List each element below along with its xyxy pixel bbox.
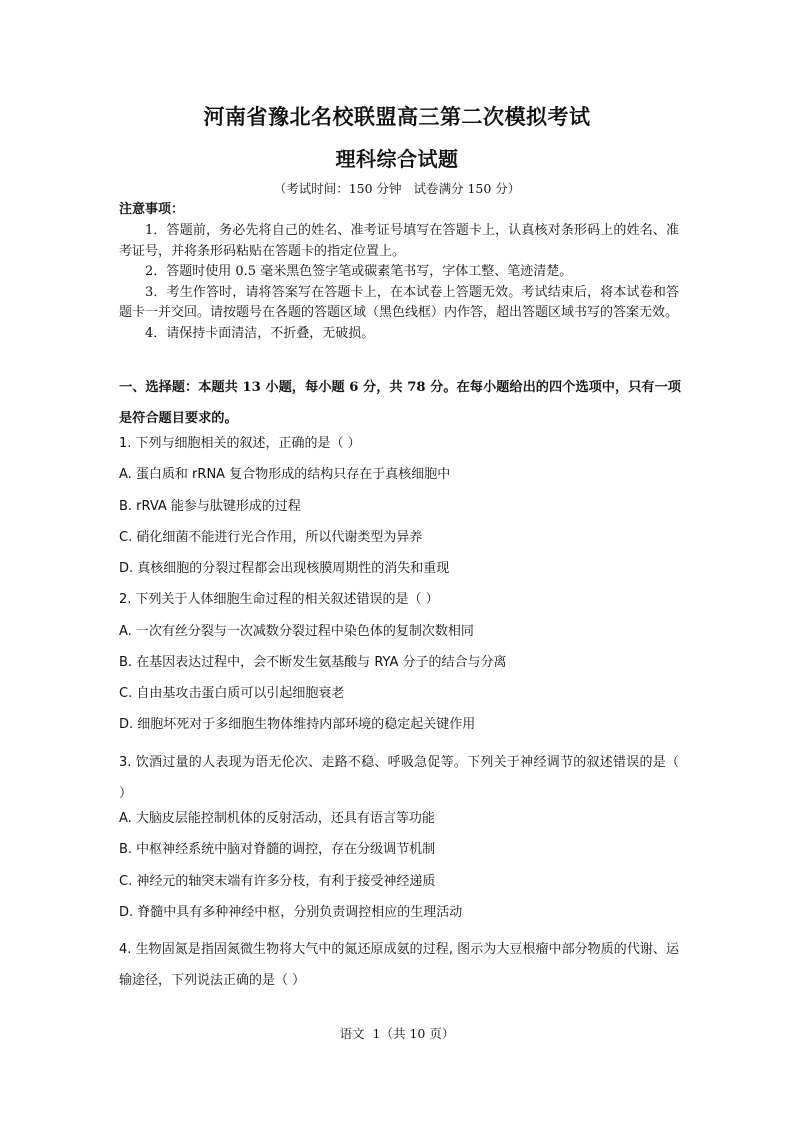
page-footer: 语文 1（共 10 页） xyxy=(339,1026,455,1041)
answer-option: B. rRVA 能参与肽键形成的过程 xyxy=(119,498,301,514)
answer-option: D. 脊髓中具有多种神经中枢，分别负责调控相应的生理活动 xyxy=(119,904,463,920)
answer-option: A. 大脑皮层能控制机体的反射活动，还具有语言等功能 xyxy=(119,811,435,826)
exam-info: （考试时间：150 分钟 试卷满分 150 分） xyxy=(273,181,521,196)
question-stem: 3. 饮酒过量的人表现为语无伦次、走路不稳、呼吸急促等。下列关于神经调节的叙述错误的是（ ） xyxy=(119,754,679,801)
answer-option: C. 神经元的轴突末端有许多分枝，有利于接受神经递质 xyxy=(119,873,436,889)
notes-list xyxy=(119,221,679,344)
section-heading: 一、选择题：本题共 13 小题，每小题 6 分，共 78 分。在每小题给出的四个选项中，只有一项是符合题目要求的。 xyxy=(119,380,681,426)
answer-option: D. 细胞坏死对于多细胞生物体维持内部环境的稳定起关键作用 xyxy=(119,717,476,733)
answer-option: C. 自由基攻击蛋白质可以引起细胞衰老 xyxy=(119,686,345,701)
answer-option: A. 一次有丝分裂与一次减数分裂过程中染色体的复制次数相同 xyxy=(119,623,474,639)
question-stem: 1. 下列与细胞相关的叙述，正确的是（ ） xyxy=(119,436,361,451)
note-item: 2．答题时使用 0.5 毫米黑色签字笔或碳素笔书写，字体工整、笔迹清楚。 xyxy=(145,264,573,279)
page-title: 河南省豫北名校联盟高三第二次模拟考试 xyxy=(203,104,591,129)
question-stem: 4. 生物固氮是指固氮微生物将大气中的氮还原成氨的过程, 图示为大豆根瘤中部分物质的代谢、运输途径，下列说法正确的是（ ） xyxy=(119,942,679,989)
answer-option: A. 蛋白质和 rRNA 复合物形成的结构只存在于真核细胞中 xyxy=(119,467,451,483)
page-subtitle: 理科综合试题 xyxy=(335,147,459,171)
answer-option: B. 在基因表达过程中，会不断发生氨基酸与 RYA 分子的结合与分离 xyxy=(119,654,507,670)
note-item: 1．答题前，务必先将自己的姓名、准考证号填写在答题卡上，认真核对条形码上的姓名、准考证号，并将条形码粘贴在答题卡的指定位置上。 xyxy=(119,223,679,259)
notes-heading: 注意事项： xyxy=(119,202,185,217)
question-list xyxy=(119,434,679,997)
question-stem: 2. 下列关于人体细胞生命过程的相关叙述错误的是（ ） xyxy=(119,592,439,608)
note-item: 3．考生作答时，请将答案写在答题卡上，在本试卷上答题无效。考试结束后，将本试卷和答题卡一并交回。请按题号在各题的答题区域（黑色线框）内作答，超出答题区域书写的答案无效。 xyxy=(119,284,679,320)
answer-option: C. 硝化细菌不能进行光合作用，所以代谢类型为异养 xyxy=(119,529,423,545)
answer-option: B. 中枢神经系统中脑对脊髓的调控，存在分级调节机制 xyxy=(119,842,436,858)
answer-option: D. 真核细胞的分裂过程都会出现核膜周期性的消失和重现 xyxy=(119,561,450,576)
note-item: 4．请保持卡面清洁，不折叠，无破损。 xyxy=(145,325,375,341)
